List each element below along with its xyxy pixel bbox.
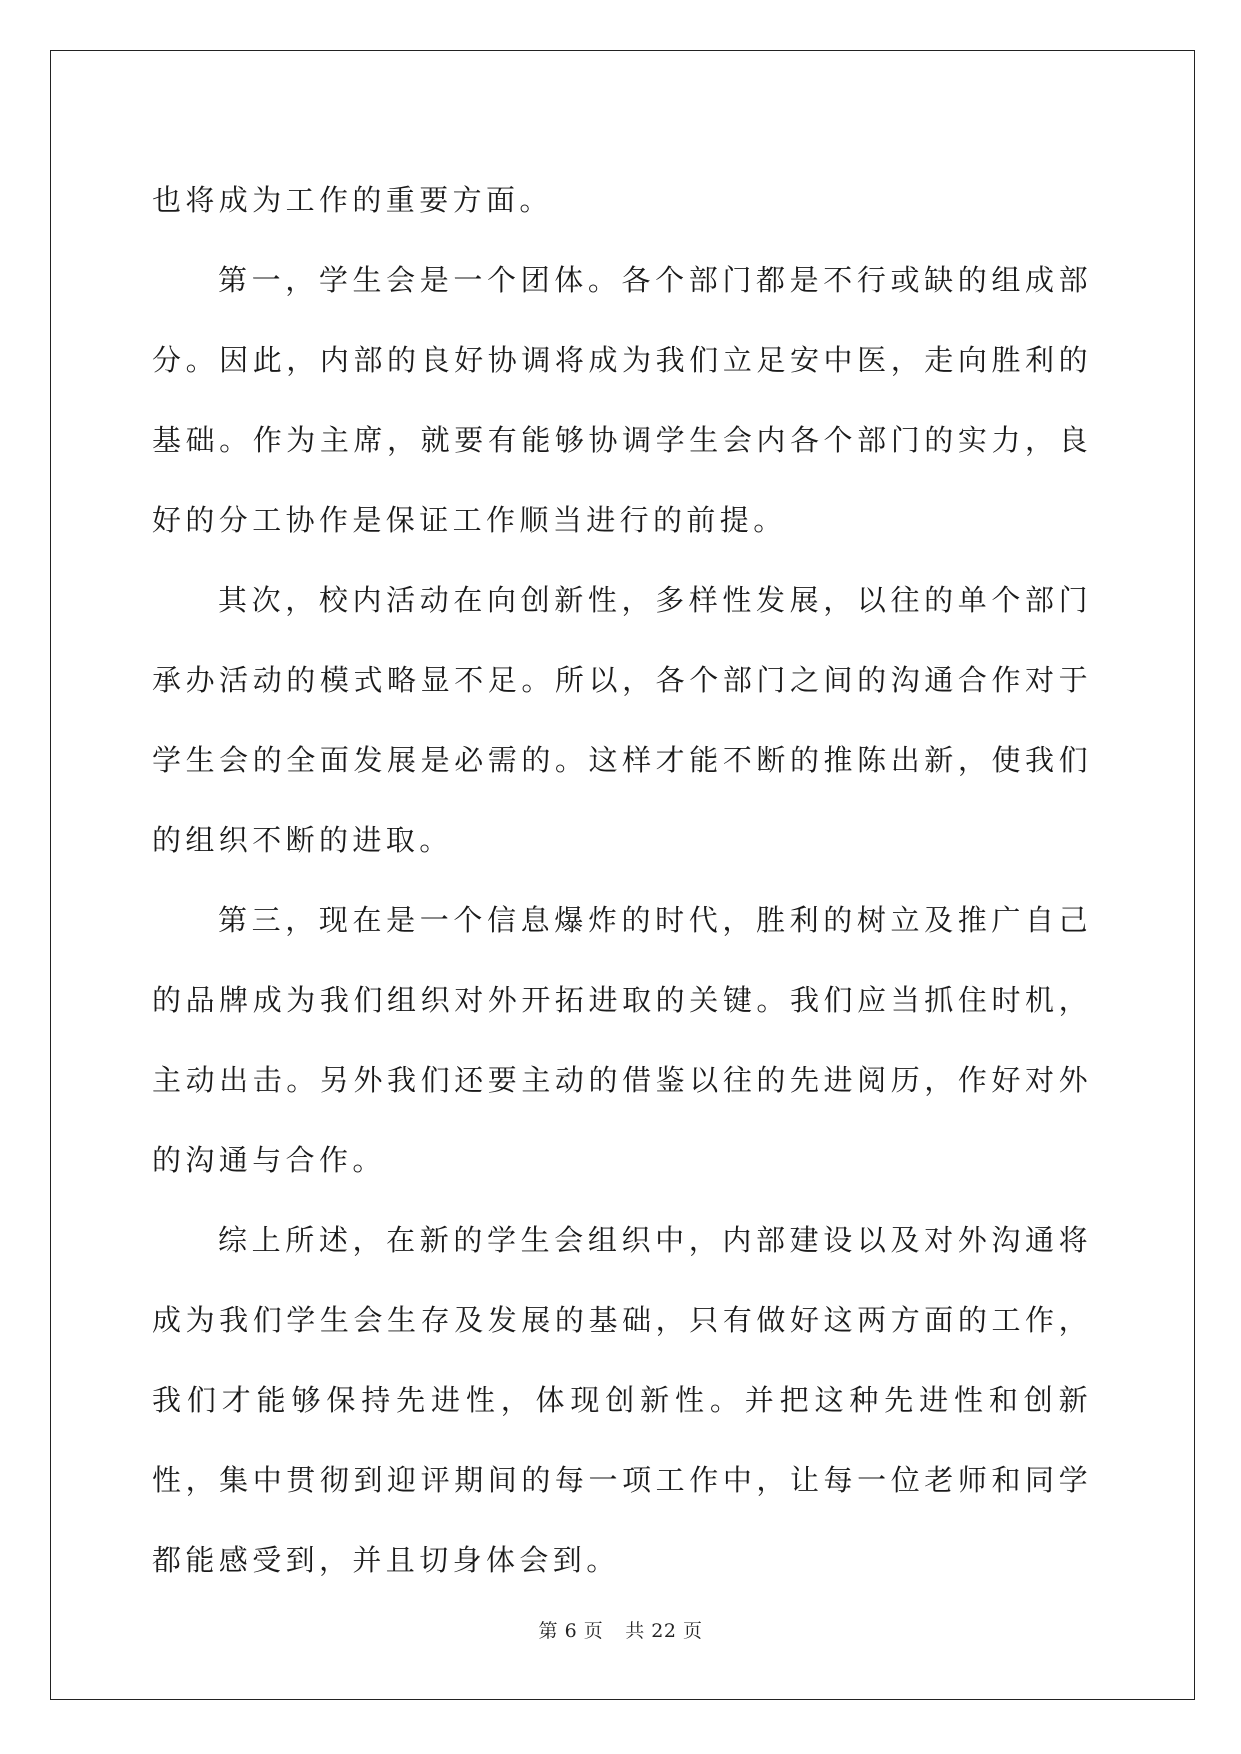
paragraph-1: 也将成为工作的重要方面。 bbox=[152, 183, 553, 217]
paragraph-3: 其次，校内活动在向创新性，多样性发展，以往的单个部门承办活动的模式略显不足。所以，各个部门之间的沟通合作对于学生会的全面发展是必需的。这样才能不断的推陈出新，使我们的组织不断的进取。 bbox=[152, 583, 1092, 857]
page-footer bbox=[0, 1616, 1241, 1643]
page-number: 第 6 页 bbox=[538, 1620, 604, 1642]
paragraph-5: 综上所述，在新的学生会组织中，内部建设以及对外沟通将成为我们学生会生存及发展的基础，只有做好这两方面的工作，我们才能够保持先进性，体现创新性。并把这种先进性和创新性，集中贯彻到迎评期间的每一项工作中，让每一位老师和同学都能感受到，并且切身体会到。 bbox=[152, 1223, 1092, 1577]
page-total: 共 22 页 bbox=[625, 1620, 703, 1642]
paragraph-2: 第一，学生会是一个团体。各个部门都是不行或缺的组成部分。因此，内部的良好协调将成为我们立足安中医，走向胜利的基础。作为主席，就要有能够协调学生会内各个部门的实力，良好的分工协作是保证工作顺当进行的前提。 bbox=[152, 263, 1092, 537]
document-body bbox=[152, 160, 1092, 1600]
paragraph-4: 第三，现在是一个信息爆炸的时代，胜利的树立及推广自己的品牌成为我们组织对外开拓进取的关键。我们应当抓住时机，主动出击。另外我们还要主动的借鉴以往的先进阅历，作好对外的沟通与合作。 bbox=[152, 903, 1092, 1177]
